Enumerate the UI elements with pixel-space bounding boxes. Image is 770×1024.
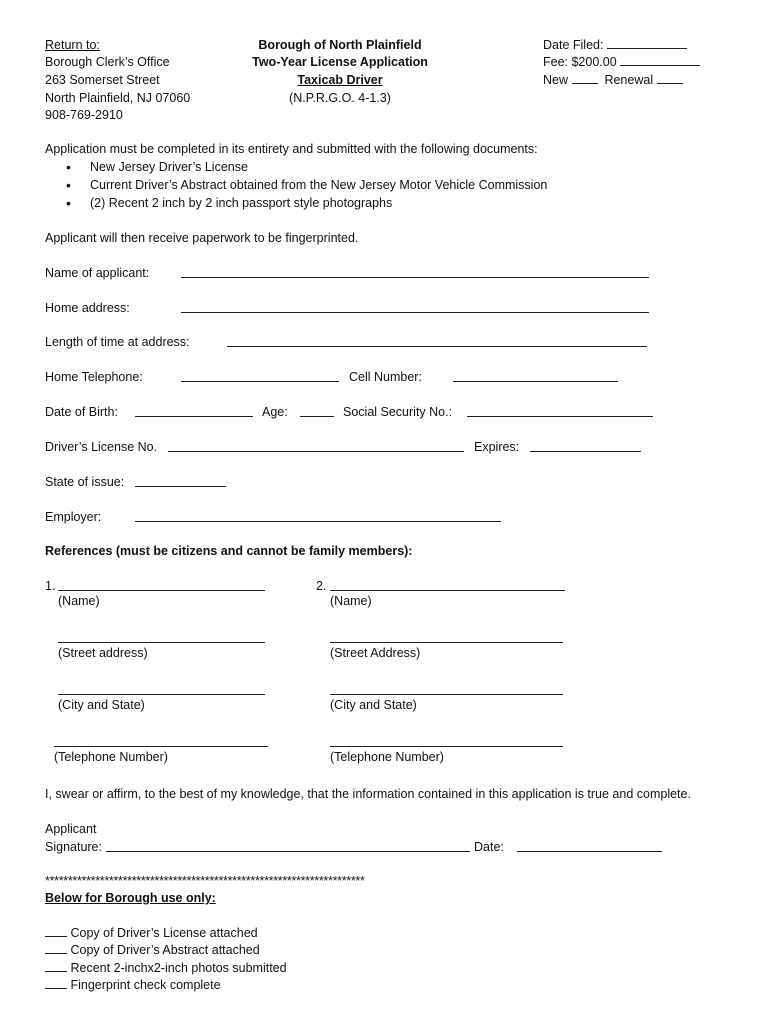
ref2-city-label: (City and State) (330, 698, 417, 712)
ref1-street-block (58, 630, 265, 661)
return-to-label: Return to: (45, 38, 100, 52)
checklist-item (45, 925, 258, 941)
checklist-line[interactable] (45, 925, 67, 937)
ref1-name-field[interactable] (58, 578, 265, 591)
checklist-label: Copy of Driver’s Abstract attached (70, 943, 260, 957)
document-item: • Current Driver’s Abstract obtained from the New Jersey Motor Vehicle Commission (62, 176, 547, 194)
name-field[interactable] (181, 266, 649, 278)
intro-text: Application must be completed in its entirety and submitted with the following documents: (45, 142, 538, 156)
length-at-address-label: Length of time at address: (45, 335, 190, 349)
document-item: • New Jersey Driver’s License (62, 158, 547, 176)
ref1-city-block (58, 682, 265, 713)
cell-number-field[interactable] (453, 370, 618, 382)
age-label: Age: (262, 405, 288, 419)
clerk-street: 263 Somerset Street (45, 73, 160, 87)
ref2-name-block (330, 578, 565, 609)
home-telephone-label: Home Telephone: (45, 370, 143, 384)
date-filed-label: Date Filed: (543, 38, 604, 52)
fee-label: Fee: $200.00 (543, 55, 617, 69)
date-filed-field[interactable] (607, 37, 687, 49)
document-item: • (2) Recent 2 inch by 2 inch passport style photographs (62, 194, 547, 212)
new-renewal-row (543, 72, 683, 88)
ref2-phone-field[interactable] (330, 734, 563, 747)
taxicab-driver-title: Taxicab Driver (297, 73, 383, 87)
signature-date-label: Date: (474, 840, 504, 854)
license-no-label: Driver’s License No. (45, 440, 158, 454)
ref1-city-label: (City and State) (58, 698, 145, 712)
dob-field[interactable] (135, 405, 253, 417)
home-telephone-field[interactable] (181, 370, 339, 382)
ref1-name-block (58, 578, 265, 609)
state-issue-field[interactable] (135, 475, 226, 487)
references-heading: References (must be citizens and cannot be family members): (45, 544, 413, 558)
license-no-field[interactable] (168, 440, 464, 452)
name-label: Name of applicant: (45, 266, 150, 280)
ref2-city-field[interactable] (330, 682, 563, 695)
borough-use-heading: Below for Borough use only: (45, 891, 216, 905)
ref2-phone-label: (Telephone Number) (330, 750, 444, 764)
ref2-street-label: (Street Address) (330, 646, 421, 660)
ordinance-reference: (N.P.R.G.O. 4-1.3) (289, 91, 391, 105)
fee-row (543, 54, 700, 70)
ref1-phone-block (54, 734, 268, 765)
employer-label: Employer: (45, 510, 102, 524)
oath-text: I, swear or affirm, to the best of my knowledge, that the information contained in this application is true and complete. (45, 787, 691, 801)
signature-date-field[interactable] (517, 840, 662, 852)
renewal-label: Renewal (604, 73, 654, 87)
ref1-phone-label: (Telephone Number) (54, 750, 168, 764)
ref1-phone-field[interactable] (54, 734, 268, 747)
expires-label: Expires: (474, 440, 520, 454)
employer-field[interactable] (135, 510, 501, 522)
ref2-street-block (330, 630, 563, 661)
home-address-label: Home address: (45, 301, 130, 315)
checklist-line[interactable] (45, 942, 67, 954)
clerk-phone: 908-769-2910 (45, 108, 123, 122)
separator-line: ********************************************************************** (45, 874, 365, 888)
application-title: Two-Year License Application (252, 55, 428, 69)
cell-number-label: Cell Number: (349, 370, 422, 384)
ref2-name-label: (Name) (330, 594, 372, 608)
ssn-field[interactable] (467, 405, 653, 417)
ref2-street-field[interactable] (330, 630, 563, 643)
checklist-item (45, 977, 221, 993)
fee-field[interactable] (620, 54, 700, 66)
ssn-label: Social Security No.: (343, 405, 453, 419)
length-at-address-field[interactable] (227, 335, 647, 347)
ref2-number: 2. (316, 579, 327, 593)
home-address-field[interactable] (181, 301, 649, 313)
ref1-street-label: (Street address) (58, 646, 148, 660)
ref1-number: 1. (45, 579, 56, 593)
new-checkbox-line[interactable] (572, 72, 598, 84)
checklist-label: Fingerprint check complete (70, 978, 221, 992)
ref1-name-label: (Name) (58, 594, 100, 608)
renewal-checkbox-line[interactable] (657, 72, 683, 84)
fingerprint-note: Applicant will then receive paperwork to be fingerprinted. (45, 231, 359, 245)
checklist-line[interactable] (45, 977, 67, 989)
signature-field[interactable] (106, 840, 470, 852)
checklist-item (45, 960, 287, 976)
ref2-name-field[interactable] (330, 578, 565, 591)
checklist-item (45, 942, 260, 958)
ref2-phone-block (330, 734, 563, 765)
signature-label: Signature: (45, 840, 102, 854)
checklist-label: Recent 2-inchx2-inch photos submitted (70, 961, 287, 975)
borough-title: Borough of North Plainfield (258, 38, 422, 52)
dob-label: Date of Birth: (45, 405, 118, 419)
ref2-city-block (330, 682, 563, 713)
applicant-label: Applicant (45, 822, 97, 836)
new-label: New (543, 73, 569, 87)
clerk-office: Borough Clerk’s Office (45, 55, 170, 69)
ref1-street-field[interactable] (58, 630, 265, 643)
date-filed-row (543, 37, 687, 53)
age-field[interactable] (300, 405, 334, 417)
expires-field[interactable] (530, 440, 641, 452)
state-issue-label: State of issue: (45, 475, 125, 489)
ref1-city-field[interactable] (58, 682, 265, 695)
required-documents-list (62, 158, 547, 212)
checklist-line[interactable] (45, 960, 67, 972)
clerk-city: North Plainfield, NJ 07060 (45, 91, 191, 105)
checklist-label: Copy of Driver’s License attached (70, 926, 258, 940)
